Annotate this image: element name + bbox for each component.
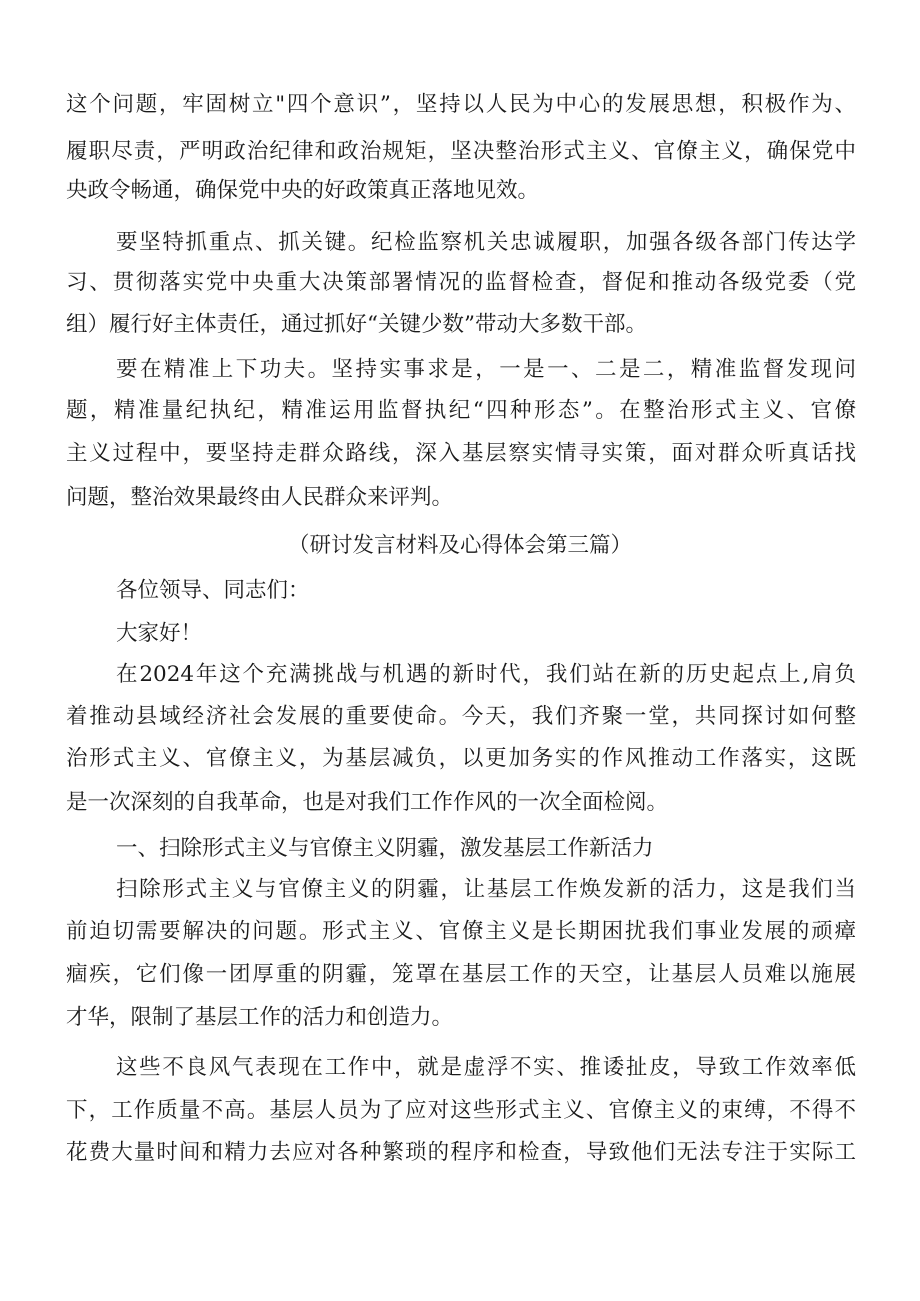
text-line: 下，工作质量不高。基层人员为了应对这些形式主义、官僚主义的束缚，不得不 xyxy=(66,1098,856,1123)
text-line: 着推动县域经济社会发展的重要使命。今天，我们齐聚一堂，共同探讨如何整 xyxy=(66,704,856,729)
paragraph-first-line: 扫除形式主义与官僚主义的阴霾，让基层工作焕发新的活力，这是我们当 xyxy=(116,877,856,902)
section-heading: 一、扫除形式主义与官僚主义阴霾，激发基层工作新活力 xyxy=(116,836,654,861)
text-line: 主义过程中，要坚持走群众路线，深入基层察实情寻实策，面对群众听真话找 xyxy=(66,441,856,466)
salutation: 各位领导、同志们： xyxy=(116,578,310,603)
text-line: 央政令畅通，确保党中央的好政策真正落地见效。 xyxy=(66,178,540,203)
text-line: 题，精准量纪执纪，精准运用监督执纪“四种形态”。在整治形式主义、官僚 xyxy=(66,398,856,423)
text-line: 治形式主义、官僚主义，为基层减负，以更加务实的作风推动工作落实，这既 xyxy=(66,746,856,771)
paragraph-first-line: 要坚特抓重点、抓关键。纪检监察机关忠诚履职，加强各级各部门传达学 xyxy=(116,230,856,255)
text-line: 是一次深刻的自我革命，也是对我们工作作风的一次全面检阅。 xyxy=(66,790,669,815)
text-line: 这个问题，牢固树立"四个意识”，坚持以人民为中心的发展思想，积极作为、 xyxy=(66,92,856,117)
paragraph-first-line: 要在精准上下功夫。坚持实事求是，一是一、二是二，精准监督发现问 xyxy=(116,357,856,382)
paragraph-first-line: 在2024年这个充满挑战与机遇的新时代，我们站在新的历史起点上,肩负 xyxy=(116,662,856,687)
text-line: 花费大量时间和精力去应对各种繁琐的程序和检查，导致他们无法专注于实际工 xyxy=(66,1140,856,1165)
section-title: （研讨发言材料及心得体会第三篇） xyxy=(287,533,632,558)
greeting: 大家好！ xyxy=(116,621,203,646)
text-line: 前迫切需要解决的问题。形式主义、官僚主义是长期困扰我们事业发展的顽瘴 xyxy=(66,919,856,944)
text-line: 才华，限制了基层工作的活力和创造力。 xyxy=(66,1005,454,1030)
text-line: 习、贯彻落实党中央重大决策部署情况的监督检查，督促和推动各级党委（党 xyxy=(66,270,856,295)
paragraph-first-line: 这些不良风气表现在工作中，就是虚浮不实、推诿扯皮，导致工作效率低 xyxy=(116,1055,856,1080)
text-line: 痼疾，它们像一团厚重的阴霾，笼罩在基层工作的天空，让基层人员难以施展 xyxy=(66,962,856,987)
text-line: 履职尽责，严明政治纪律和政治规矩，坚决整治形式主义、官僚主义，确保党中 xyxy=(66,139,856,164)
text-line: 问题，整治效果最终由人民群众来评判。 xyxy=(66,485,454,510)
text-line: 组）履行好主体责任，通过抓好“关键少数”带动大多数干部。 xyxy=(66,312,647,337)
